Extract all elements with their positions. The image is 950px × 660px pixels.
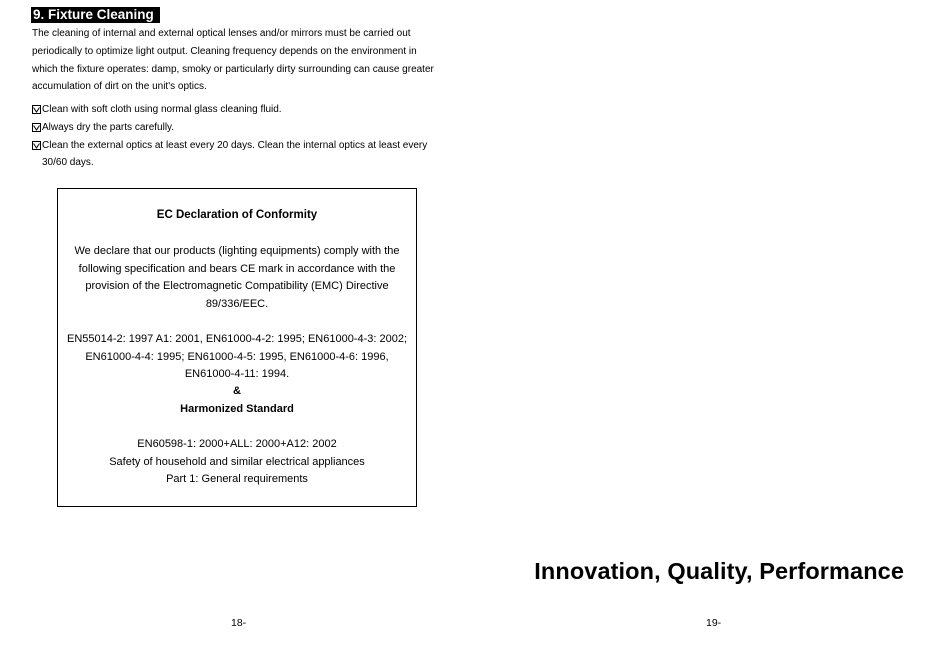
intro-line: which the fixture operates: damp, smoky or particularly dirty surrounding can cause greater xyxy=(32,63,434,75)
intro-line: accumulation of dirt on the unit's optics. xyxy=(32,81,207,93)
statement-line: 89/336/EEC. xyxy=(205,297,269,310)
section-title: 9. Fixture Cleaning xyxy=(31,7,160,23)
standards-line: EN61000-4-4: 1995; EN61000-4-5: 1995, EN61000-4-6: 1996, xyxy=(85,350,389,363)
intro-paragraph xyxy=(32,25,462,96)
intro-line: periodically to optimize light output. Cleaning frequency depends on the environment in xyxy=(32,45,417,57)
checkbox-icon xyxy=(32,105,41,114)
ec-declaration-box xyxy=(57,188,417,507)
slogan: Innovation, Quality, Performance xyxy=(534,558,904,584)
bullet-continuation xyxy=(32,154,452,172)
page-number-left: 18- xyxy=(231,617,247,629)
bullet-text: Always dry the parts carefully. xyxy=(42,121,175,133)
harmonized-standard-heading: Harmonized Standard xyxy=(180,403,294,415)
standards-line: EN55014-2: 1997 A1: 2001, EN61000-4-2: 1995; EN61000-4-3: 2002; xyxy=(66,333,408,345)
ec-safety-standard xyxy=(58,436,416,489)
ec-standards-list xyxy=(58,331,416,384)
page-number-right: 19- xyxy=(706,617,722,629)
ampersand: & xyxy=(233,385,241,397)
statement-line: We declare that our products (lighting equipments) comply with the xyxy=(74,245,400,257)
statement-line: provision of the Electromagnetic Compatibility (EMC) Directive xyxy=(85,280,389,292)
safety-line: EN60598-1: 2000+ALL: 2000+A12: 2002 xyxy=(137,438,337,450)
statement-line: following specification and bears CE mark in accordance with the xyxy=(78,262,396,275)
standards-line: EN61000-4-11: 1994. xyxy=(184,368,290,380)
cleaning-bullet-list xyxy=(32,101,452,172)
bullet-body xyxy=(42,137,427,155)
ec-declaration-title: EC Declaration of Conformity xyxy=(156,209,318,221)
intro-line: The cleaning of internal and external optical lenses and/or mirrors must be carried out xyxy=(32,28,411,39)
bullet-text: Clean the external optics at least every 20 days. Clean the internal optics at least every xyxy=(42,139,428,151)
ec-declaration-statement xyxy=(66,243,408,313)
safety-line: Part 1: General requirements xyxy=(166,473,308,485)
checkbox-icon xyxy=(32,141,41,150)
bullet-text-continued: 30/60 days. xyxy=(42,157,94,169)
safety-line: Safety of household and similar electrical appliances xyxy=(109,455,365,468)
bullet-item xyxy=(32,119,452,137)
bullet-item xyxy=(32,101,452,119)
checkbox-icon xyxy=(32,123,41,132)
bullet-text: Clean with soft cloth using normal glass cleaning fluid. xyxy=(42,104,282,115)
bullet-item xyxy=(32,137,452,155)
